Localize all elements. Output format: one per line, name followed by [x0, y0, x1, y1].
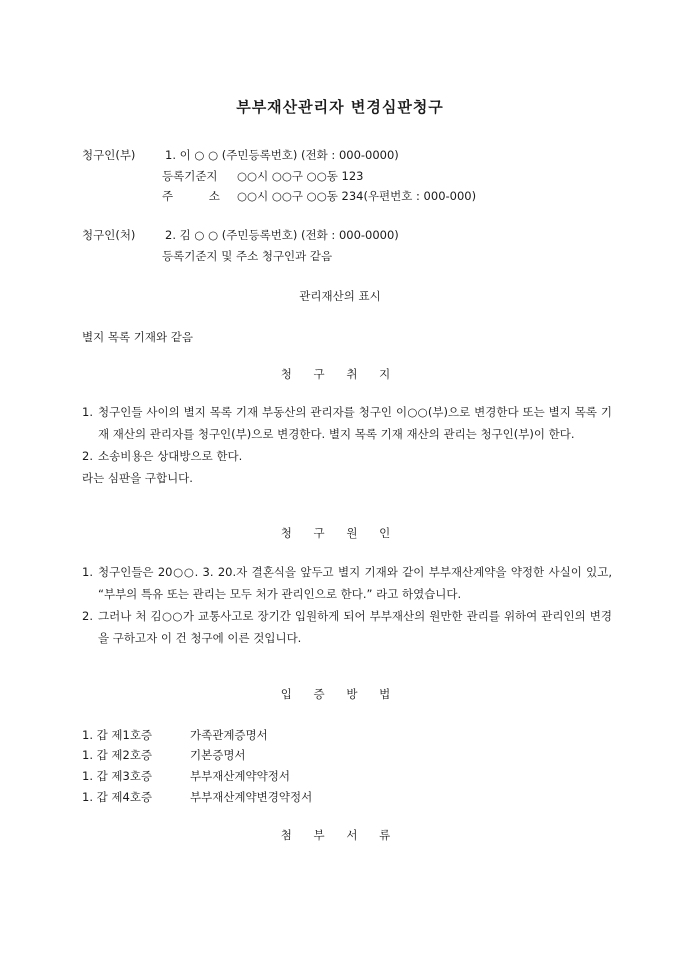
evidence-heading: 입 증 방 법 [280, 687, 400, 701]
evidence-code: 1. 갑 제4호증 [82, 790, 153, 804]
claimant1-reg-label: 등록기준지 [162, 169, 218, 183]
claimant1-addr-value: ○○시 ○○구 ○○동 234(우편번호 : 000-000) [237, 189, 477, 203]
evidence-name: 부부재산계약약정서 [190, 769, 290, 783]
cause-item-number: 2. [82, 609, 93, 623]
purpose-item-number: 2. [82, 449, 93, 463]
attachments-heading: 첨 부 서 류 [280, 828, 400, 842]
cause-section [82, 561, 612, 649]
cause-item [82, 561, 612, 605]
purpose-heading: 청 구 취 지 [280, 367, 400, 381]
claimant1-name-line: 1. 이 ○ ○ (주민등록번호) (전화 : 000-0000) [165, 148, 399, 162]
evidence-row [82, 727, 268, 743]
claimant2-reg-line: 등록기준지 및 주소 청구인과 같음 [162, 249, 333, 263]
evidence-row [82, 747, 246, 763]
evidence-name: 부부재산계약변경약정서 [190, 790, 313, 804]
property-heading: 관리재산의 표시 [299, 289, 381, 303]
claimant2-role: 청구인(처) [82, 228, 136, 242]
evidence-code: 1. 갑 제2호증 [82, 748, 153, 762]
purpose-item-text: 청구인들 사이의 별지 목록 기재 부동산의 관리자를 청구인 이○○(부)으로 변경한다 또는 별지 목록 기재 재산의 관리자를 청구인(부)으로 변경한다. 별지 목록 기재 재산의 관리는 청구인(부)이 한다. [98, 405, 612, 441]
purpose-item [82, 445, 612, 467]
cause-item-number: 1. [82, 565, 93, 579]
cause-item-text: 청구인들은 20○○. 3. 20.자 결혼식을 앞두고 별지 기재와 같이 부부재산계약을 약정한 사실이 있고, “부부의 특유 또는 관리는 모두 처가 관리인으로 한다.” 라고 하였습니다. [98, 565, 612, 601]
property-text: 별지 목록 기재와 같음 [82, 330, 193, 344]
cause-heading: 청 구 원 인 [280, 526, 400, 540]
claimant1-reg-value: ○○시 ○○구 ○○동 123 [237, 169, 364, 183]
purpose-closing: 라는 심판을 구합니다. [82, 471, 193, 485]
purpose-item-text: 소송비용은 상대방으로 한다. [98, 449, 243, 463]
evidence-code: 1. 갑 제3호증 [82, 769, 153, 783]
claimant1-role: 청구인(부) [82, 148, 136, 162]
evidence-name: 기본증명서 [190, 748, 246, 762]
evidence-name: 가족관계증명서 [190, 728, 268, 742]
document-title: 부부재산관리자 변경심판청구 [236, 98, 444, 116]
purpose-item [82, 401, 612, 445]
evidence-row [82, 768, 290, 784]
cause-item-text: 그러나 처 김○○가 교통사고로 장기간 입원하게 되어 부부재산의 원만한 관리를 위하여 관리인의 변경을 구하고자 이 건 청구에 이른 것입니다. [98, 609, 612, 645]
cause-item [82, 605, 612, 649]
evidence-row [82, 789, 312, 805]
purpose-section [82, 401, 612, 489]
claimant1-addr-label: 주 소 [162, 189, 220, 203]
claimant2-name-line: 2. 김 ○ ○ (주민등록번호) (전화 : 000-0000) [165, 228, 399, 242]
evidence-code: 1. 갑 제1호증 [82, 728, 153, 742]
purpose-item-number: 1. [82, 405, 93, 419]
